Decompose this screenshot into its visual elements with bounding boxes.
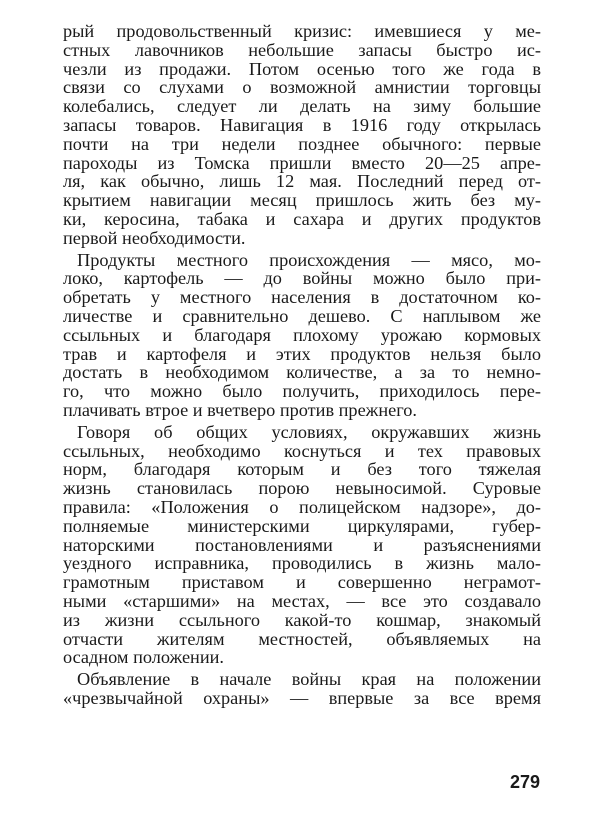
text-line: Говоря об общих условиях, окружавших жизнь (77, 421, 541, 442)
text-line: плачивать втрое и вчетверо против прежнего. (63, 399, 417, 420)
text-line: ки, керосина, табака и сахара и других продуктов (63, 208, 541, 229)
paragraph (63, 423, 541, 667)
text-line: полняемые министерскими циркулярами, губер- (63, 515, 541, 536)
text-line: наторскими постановлениями и разъяснениями (63, 534, 541, 555)
text-line: колебались, следует ли делать на зиму большие (63, 96, 541, 117)
text-line: грамотным приставом и совершенно неграмот- (63, 572, 541, 593)
paragraph (63, 670, 541, 708)
text-line: ссыльных, необходимо коснуться и тех правовых (63, 440, 541, 461)
text-line: первой необходимости. (63, 227, 246, 248)
page-number: 279 (509, 772, 540, 792)
text-line: уездного исправника, проводились в жизнь мало- (63, 553, 541, 574)
page-body (63, 22, 541, 708)
text-line: локо, картофель — до войны можно было при- (63, 268, 541, 289)
text-line: Объявление в начале войны края на положении (77, 669, 541, 690)
text-line: чезли из продажи. Потом осенью того же года в (63, 58, 541, 79)
text-line: Продукты местного происхождения — мясо, мо- (77, 249, 541, 270)
text-line: го, что можно было получить, приходилось пере- (63, 381, 541, 402)
paragraph (63, 251, 541, 420)
text-line: жизнь становилась порою невыносимой. Суровые (63, 478, 541, 499)
text-line: запасы товаров. Навигация в 1916 году открылась (63, 114, 541, 135)
text-line: из жизни ссыльного какой-то кошмар, знакомый (63, 609, 541, 630)
text-line: достать в необходимом количестве, а за то немно- (63, 362, 541, 383)
text-line: личестве и сравнительно дешево. С наплывом же (63, 305, 541, 326)
text-line: ными «старшими» на местах, — все это создавало (63, 590, 541, 611)
text-line: обретать у местного населения в достаточном ко- (63, 287, 541, 308)
text-line: норм, благодаря которым и без того тяжелая (63, 459, 541, 480)
paragraph (63, 22, 541, 248)
text-line: крытием навигации месяц пришлось жить без му- (63, 190, 541, 211)
text-line: связи со слухами о возможной амнистии торговцы (63, 77, 541, 98)
text-line: осадном положении. (63, 647, 224, 668)
text-line: почти на три недели позднее обычного: первые (63, 133, 541, 154)
text-line: пароходы из Томска пришли вместо 20—25 апре- (63, 152, 541, 173)
text-line: правила: «Положения о полицейском надзоре», до- (63, 496, 541, 517)
text-line: трав и картофеля и этих продуктов нельзя было (63, 343, 541, 364)
text-line: отчасти жителям местностей, объявляемых на (63, 628, 541, 649)
text-line: ля, как обычно, лишь 12 мая. Последний перед от- (63, 171, 541, 192)
text-line: «чрезвычайной охраны» — впервые за все время (63, 687, 541, 708)
text-line: ссыльных и благодаря плохому урожаю кормовых (63, 324, 541, 345)
text-line: рый продовольственный кризис: имевшиеся у ме- (63, 21, 541, 41)
text-line: стных лавочников небольшие запасы быстро ис- (63, 39, 541, 60)
